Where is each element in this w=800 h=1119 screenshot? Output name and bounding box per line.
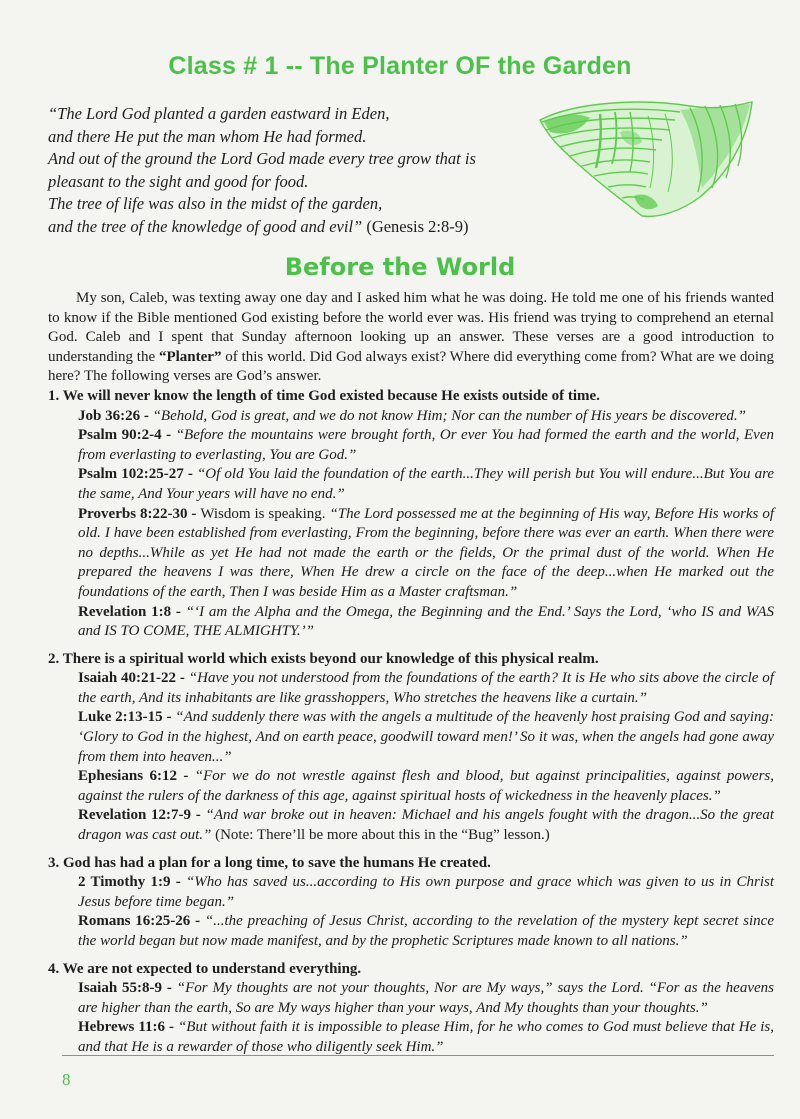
- verse-separator: -: [176, 670, 189, 687]
- verse-separator: -: [187, 505, 201, 522]
- verse-separator: -: [191, 807, 206, 824]
- intro-paragraph: [48, 289, 774, 387]
- verse-reference: Proverbs 8:22-30: [78, 505, 188, 522]
- verse-separator: -: [171, 603, 186, 620]
- verse-text: “Behold, God is great, and we do not know Him; Nor can the number of His years be discovered.”: [152, 407, 747, 424]
- point-section: [48, 960, 774, 1058]
- verse-separator: -: [170, 874, 186, 891]
- quote-text: and the tree of the knowledge of good and evil”: [48, 216, 363, 236]
- verse-separator: -: [183, 466, 197, 483]
- quote-line: and there He put the man whom He had formed.: [48, 126, 367, 146]
- verse-entry: [78, 505, 774, 603]
- quote-line: “The Lord God planted a garden eastward in Eden,: [48, 104, 390, 123]
- verse-reference: Isaiah 55:8-9: [78, 980, 163, 997]
- verse-entry: [78, 426, 774, 465]
- verse-note: (Note: There’ll be more about this in the “Bug” lesson.): [211, 827, 550, 844]
- genesis-quote: [48, 103, 548, 238]
- planter-term: “Planter”: [158, 348, 222, 365]
- verse-text: “...the preaching of Jesus Christ, according to the revelation of the mystery kept secret since the world began but now made manifest, and by the prophetic Scriptures made known to all nations.”: [78, 913, 774, 949]
- verse-entry: [78, 806, 774, 845]
- point-heading: 4. We are not expected to understand everything.: [48, 960, 362, 977]
- verse-reference: 2 Timothy 1:9: [78, 874, 171, 891]
- lesson-body: [48, 289, 774, 1058]
- verse-reference: Luke 2:13-15: [78, 709, 163, 726]
- point-heading: 2. There is a spiritual world which exists beyond our knowledge of this physical realm.: [48, 650, 599, 667]
- verse-reference: Romans 16:25-26: [78, 913, 191, 930]
- verse-text: “And suddenly there was with the angels a multitude of the heavenly host praising God and saying: ‘Glory to God in the highest, And on earth peace, goodwill toward men!’ So it was, when the angels had gone away from them into heaven...”: [78, 709, 774, 765]
- verse-entry: [78, 708, 774, 767]
- verse-text: “The Lord possessed me at the beginning of His way, Before His works of old. I have been established from everlasting, From the beginning, before there was ever an earth. When there were no depths...While as yet He had not made the earth or the fields, Or the primal dust of the world. When He prepared the heavens I was there, When He drew a circle on the face of the deep...when He marked out the foundations of the earth, Then I was beside Him as a Master craftsman.”: [78, 505, 774, 600]
- section-title: Before the World: [284, 253, 516, 281]
- quote-line-last: [48, 216, 548, 239]
- verse-text: “Have you not understood from the foundations of the earth? It is He who sits above the circle of the earth, And its inhabitants are like grasshoppers, Who stretches the heavens like a curtain.”: [78, 670, 774, 706]
- class-title: Class # 1 -- The Planter OF the Garden: [168, 52, 632, 80]
- verse-reference: Isaiah 40:21-22: [78, 670, 177, 687]
- verse-separator: -: [165, 1019, 178, 1036]
- verse-separator: -: [162, 980, 177, 997]
- page-number: 8: [62, 1070, 71, 1089]
- verse-text: “And war broke out in heaven: Michael and his angels fought with the dragon...So the great dragon was cast out.”: [78, 807, 775, 844]
- garden-landscape-icon: [530, 92, 755, 222]
- verse-reference: Hebrews 11:6: [78, 1019, 166, 1036]
- intro-text: My son, Caleb, was texting away one day and I asked him what he was doing. He told me one of his friends wanted to know if the Bible mentioned God existing before the world ever was. His friend was trying to comprehend an eternal God. Caleb and I spent that Sunday afternoon looking up an answer. These verses are a good introduction to understanding the: [48, 290, 774, 365]
- verse-separator: -: [140, 407, 153, 424]
- verse-reference: Psalm 90:2-4: [78, 427, 162, 444]
- verse-separator: -: [162, 709, 176, 726]
- verse-entry: [78, 873, 774, 912]
- verse-text: “Before the mountains were brought forth, Or ever You had formed the earth and the world, Even from everlasting to everlasting, You are God.”: [78, 427, 775, 463]
- footer-rule: [62, 1055, 774, 1056]
- verse-entry: [78, 407, 774, 427]
- verse-text: “For we do not wrestle against flesh and blood, but against principalities, against powers, against the rulers of the darkness of this age, against spiritual hosts of wickedness in the heavenly places.”: [78, 768, 774, 804]
- verse-entry: [78, 603, 774, 642]
- quote-line: And out of the ground the Lord God made every tree grow that is: [48, 149, 476, 168]
- point-section: [48, 854, 774, 952]
- verse-entry: [78, 465, 774, 504]
- verse-text: “For My thoughts are not your thoughts, Nor are My ways,” says the Lord. “For as the heavens are higher than the earth, So are My ways higher than your ways, And My thoughts than your thoughts.”: [78, 980, 774, 1016]
- verse-entry: [78, 912, 774, 951]
- points-list: [48, 387, 774, 1058]
- point-heading: 1. We will never know the length of time God existed because He exists outside of time.: [48, 387, 600, 404]
- verse-reference: Revelation 12:7-9: [78, 807, 192, 824]
- verse-entry: [78, 979, 774, 1018]
- quote-line: The tree of life was also in the midst of the garden,: [48, 194, 383, 213]
- verse-reference: Ephesians 6:12: [78, 768, 177, 785]
- quote-line: pleasant to the sight and good for food.: [48, 171, 309, 191]
- point-section: [48, 387, 774, 642]
- point-heading: 3. God has had a plan for a long time, to save the humans He created.: [48, 854, 491, 871]
- verse-separator: -: [161, 427, 176, 444]
- verse-entry: [78, 767, 774, 806]
- point-section: [48, 650, 774, 846]
- verse-separator: -: [190, 913, 205, 930]
- verse-text: “‘I am the Alpha and the Omega, the Beginning and the End.’ Says the Lord, ‘who IS and WAS and IS TO COME, THE ALMIGHTY.’”: [78, 603, 774, 640]
- verse-reference: Job 36:26: [78, 407, 141, 424]
- verse-reference: Psalm 102:25-27: [78, 466, 184, 483]
- verse-entry: [78, 669, 774, 708]
- quote-reference: (Genesis 2:8-9): [362, 216, 469, 236]
- verse-text: “Of old You laid the foundation of the earth...They will perish but You will endure...But You are the same, And Your years will have no end.”: [78, 466, 775, 502]
- verse-text: “But without faith it is impossible to please Him, for he who comes to God must believe that He is, and that He is a rewarder of those who diligently seek Him.”: [78, 1019, 774, 1055]
- verse-entry: [78, 1018, 774, 1057]
- intro-text-end: of this world. Did God always exist? Where did everything come from? What are we doing here? The following verses are God’s answer.: [48, 348, 775, 385]
- verse-preface: Wisdom is speaking.: [200, 505, 330, 522]
- verse-text: “Who has saved us...according to His own purpose and grace which was given to us in Christ Jesus before time began.”: [78, 874, 774, 910]
- verse-reference: Revelation 1:8: [78, 603, 172, 620]
- verse-separator: -: [176, 768, 195, 785]
